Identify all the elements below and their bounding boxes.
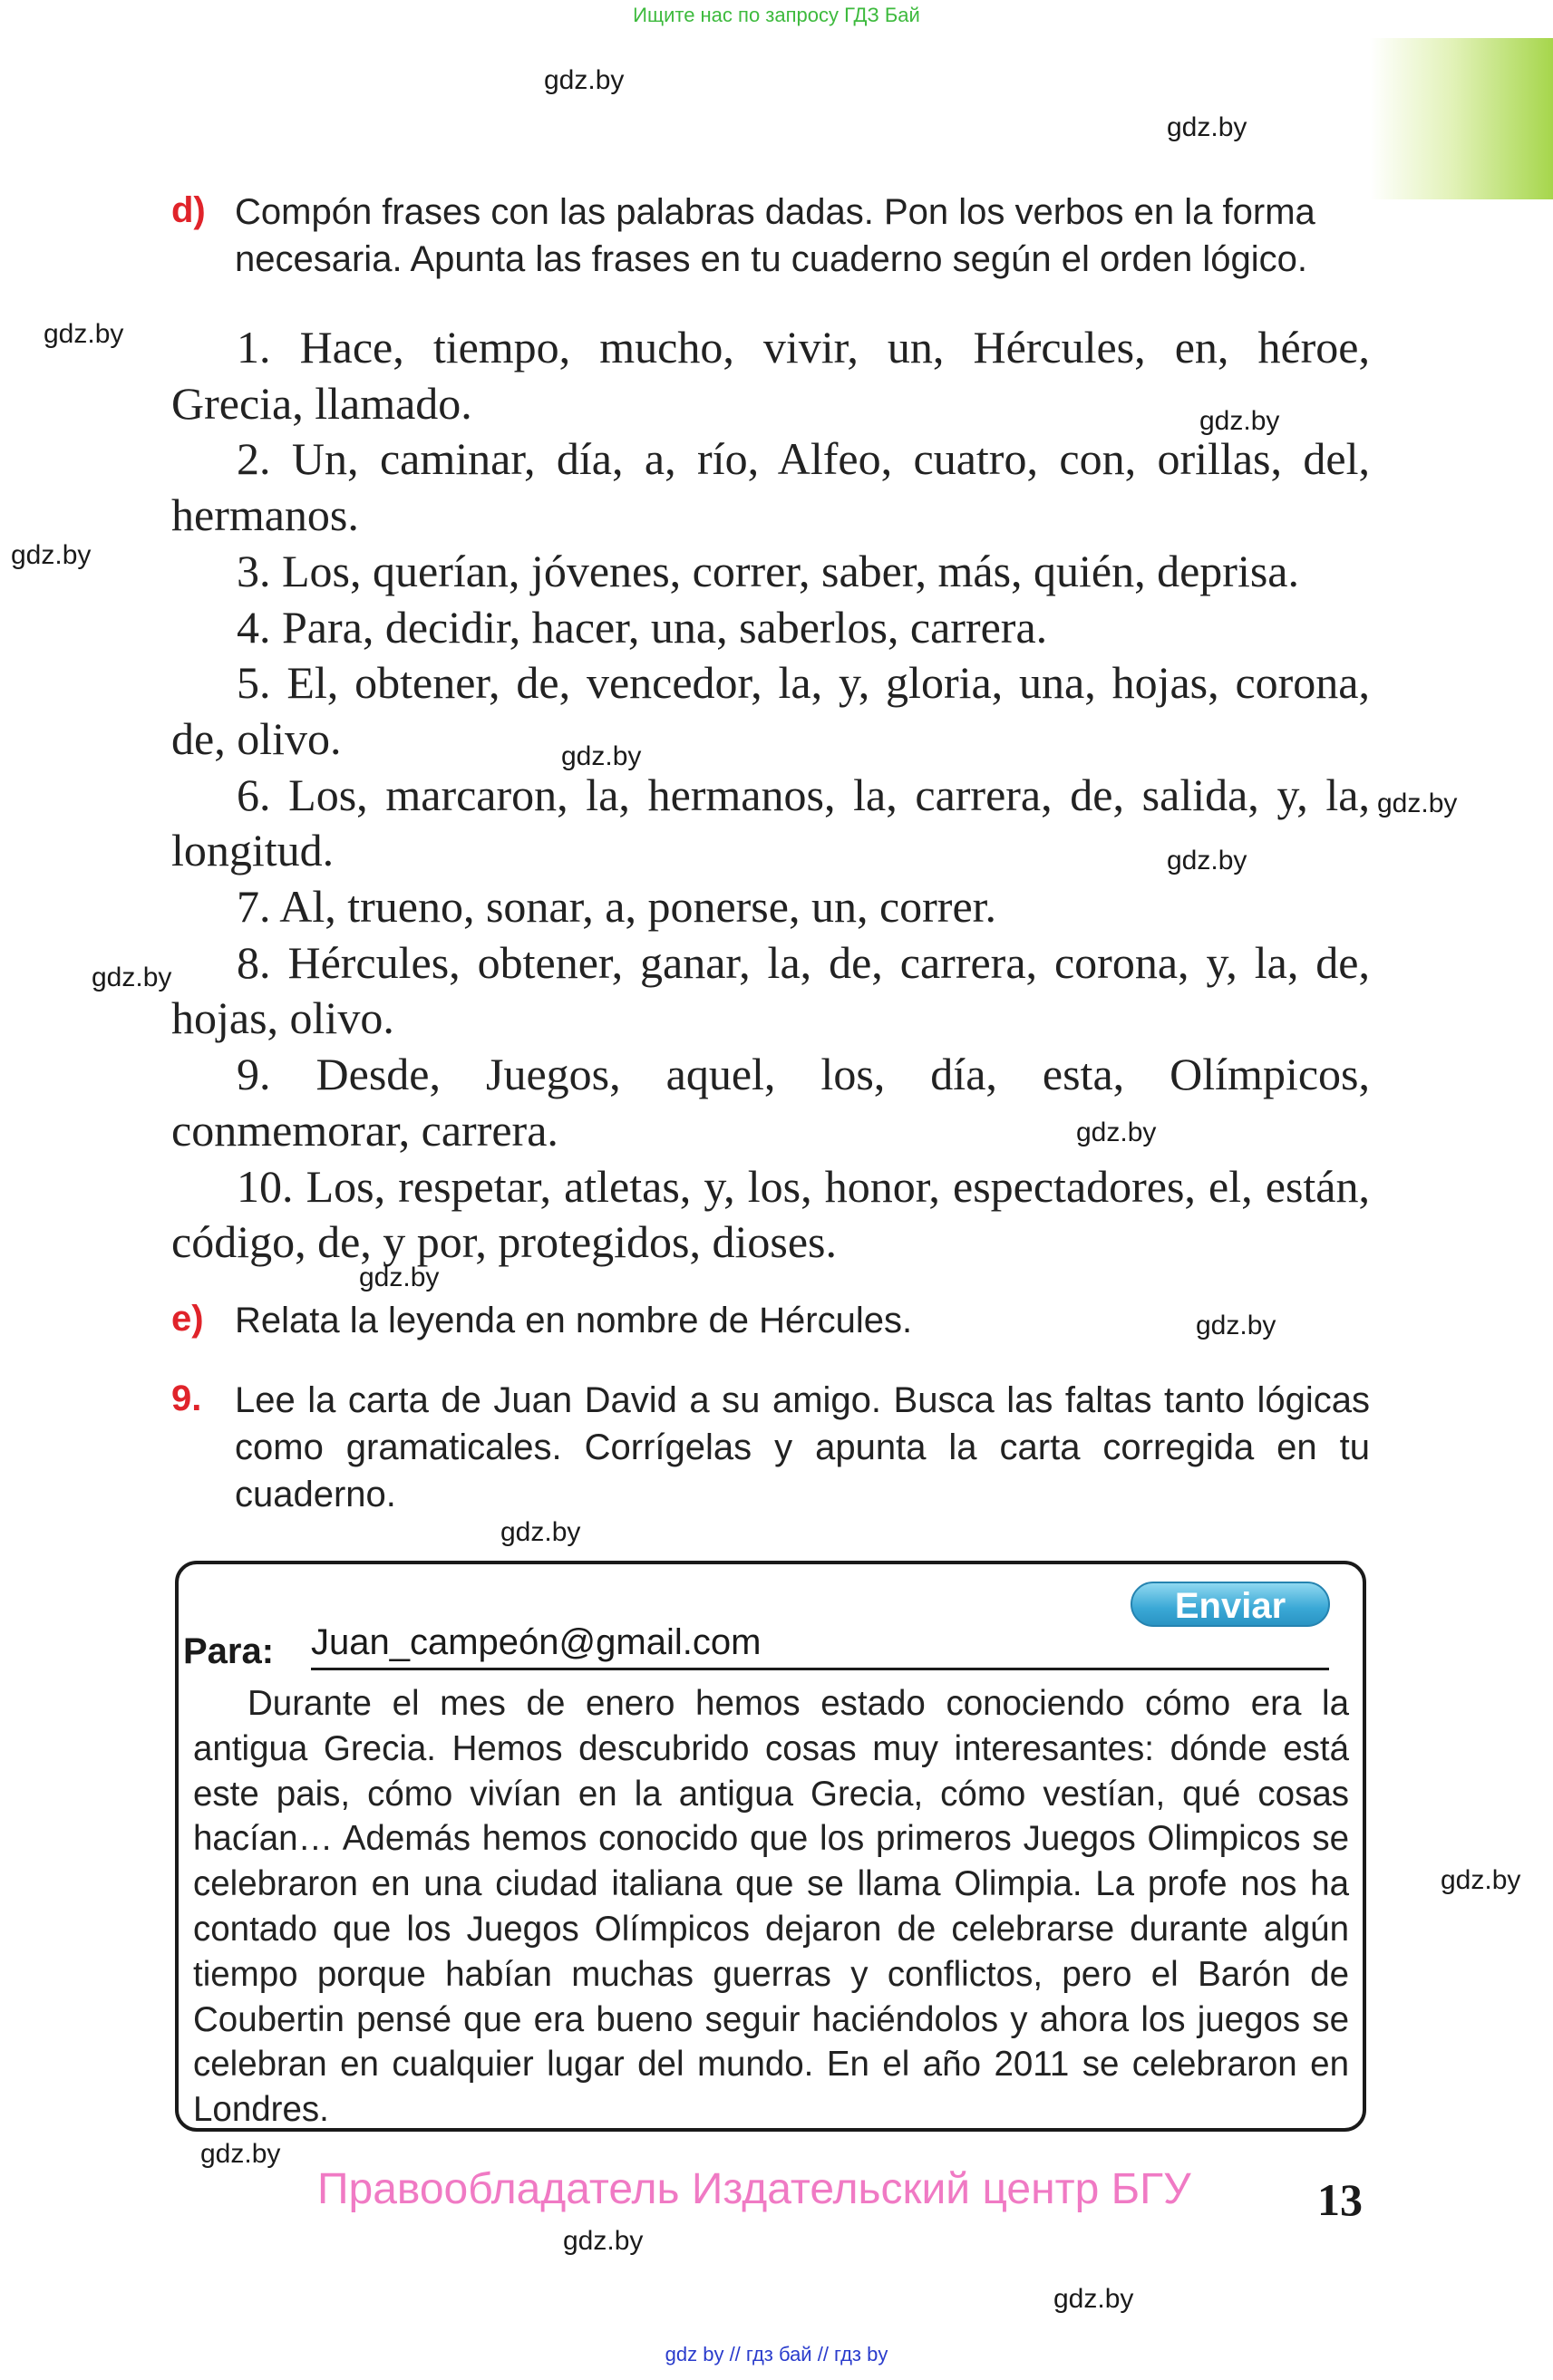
- sentence-8: 8. Hércules, obtener, ganar, la, de, carrera, corona, y, la, de, hojas, olivo.: [171, 936, 1370, 1044]
- sentence-4: 4. Para, decidir, hacer, una, saberlos, carrera.: [237, 601, 1048, 653]
- watermark: gdz.by: [1441, 1865, 1521, 1895]
- watermark: gdz.by: [1076, 1117, 1157, 1147]
- watermark: gdz.by: [544, 65, 625, 95]
- watermark: gdz.by: [1167, 112, 1247, 142]
- sentence-6: 6. Los, marcaron, la, hermanos, la, carrera, de, salida, y, la, longitud.: [171, 769, 1370, 876]
- sentence-7: 7. Al, trueno, sonar, a, ponerse, un, correr.: [237, 881, 997, 933]
- to-label: Para:: [183, 1631, 275, 1671]
- exercise-9-label: 9.: [171, 1379, 202, 1418]
- bottom-links[interactable]: gdz by // гдз бай // гдз by: [665, 2343, 888, 2365]
- section-d-label: d): [171, 190, 206, 230]
- corner-decoration: [1370, 38, 1553, 199]
- exercise-9-instruction: Lee la carta de Juan David a su amigo. Busca las faltas tanto lógicas como gramaticales. Corrígelas y apunta la carta corregida en tu cuaderno.: [235, 1380, 1370, 1514]
- sentence-1: 1. Hace, tiempo, mucho, vivir, un, Hércules, en, héroe, Grecia, llamado.: [171, 322, 1370, 429]
- sentence-10: 10. Los, respetar, atletas, y, los, honor, espectadores, el, están, código, de, y por, protegidos, dioses.: [171, 1160, 1370, 1268]
- sentence-5: 5. El, obtener, de, vencedor, la, y, gloria, una, hojas, corona, de, olivo.: [171, 657, 1370, 764]
- sentence-9: 9. Desde, Juegos, aquel, los, día, esta, Olímpicos, conmemorar, carrera.: [171, 1049, 1370, 1156]
- watermark: gdz.by: [11, 540, 92, 570]
- sentence-2: 2. Un, caminar, día, a, río, Alfeo, cuatro, con, orillas, del, hermanos.: [171, 433, 1370, 541]
- page-number: 13: [1317, 2174, 1363, 2225]
- to-address-underline: [311, 1668, 1329, 1670]
- watermark: gdz.by: [44, 319, 124, 349]
- watermark: gdz.by: [500, 1517, 581, 1547]
- sentence-list: [171, 320, 1370, 1271]
- watermark: gdz.by: [200, 2139, 281, 2169]
- watermark: gdz.by: [1196, 1311, 1276, 1340]
- send-button[interactable]: Enviar: [1131, 1582, 1330, 1627]
- watermark: gdz.by: [563, 2226, 644, 2256]
- watermark: gdz.by: [92, 963, 172, 992]
- watermark: gdz.by: [561, 741, 642, 771]
- watermark: gdz.by: [359, 1263, 440, 1292]
- watermark: gdz.by: [1199, 406, 1280, 436]
- watermark: gdz.by: [1167, 846, 1247, 876]
- email-body: [193, 1681, 1349, 2133]
- top-banner[interactable]: Ищите нас по запросу ГДЗ Бай: [633, 4, 920, 26]
- to-address-field[interactable]: Juan_campeón@gmail.com: [311, 1622, 762, 1662]
- copyright-footer: Правообладатель Издательский центр БГУ: [317, 2165, 1191, 2213]
- watermark: gdz.by: [1053, 2284, 1134, 2314]
- section-e-label: e): [171, 1299, 204, 1339]
- section-e-instruction: Relata la leyenda en nombre de Hércules.: [235, 1301, 913, 1340]
- sentence-3: 3. Los, querían, jóvenes, correr, saber, más, quién, deprisa.: [237, 545, 1299, 596]
- watermark: gdz.by: [1377, 788, 1458, 818]
- email-body-text: Durante el mes de enero hemos estado conociendo cómo era la antigua Grecia. Hemos descubrido cosas muy interesantes: dónde está este pais, cómo vivían en la antigua Grecia, cómo vestían, qué cosas hacían… Además hemos conocido que los primeros Juegos Olimpicos se celebraron en una ciudad italiana que se llama Olimpia. La profe nos ha contado que los Juegos Olímpicos dejaron de celebrarse durante algún tiempo porque habían muchas guerras y conflictos, pero el Barón de Coubertin pensé que era bueno seguir haciéndolos y ahora los juegos se celebran en cualquier lugar del mundo. En el año 2011 se celebraron en Londres.: [193, 1684, 1349, 2130]
- section-d-instruction: Compón frases con las palabras dadas. Pon los verbos en la forma necesaria. Apunta las frases en tu cuaderno según el orden lógico.: [235, 192, 1315, 279]
